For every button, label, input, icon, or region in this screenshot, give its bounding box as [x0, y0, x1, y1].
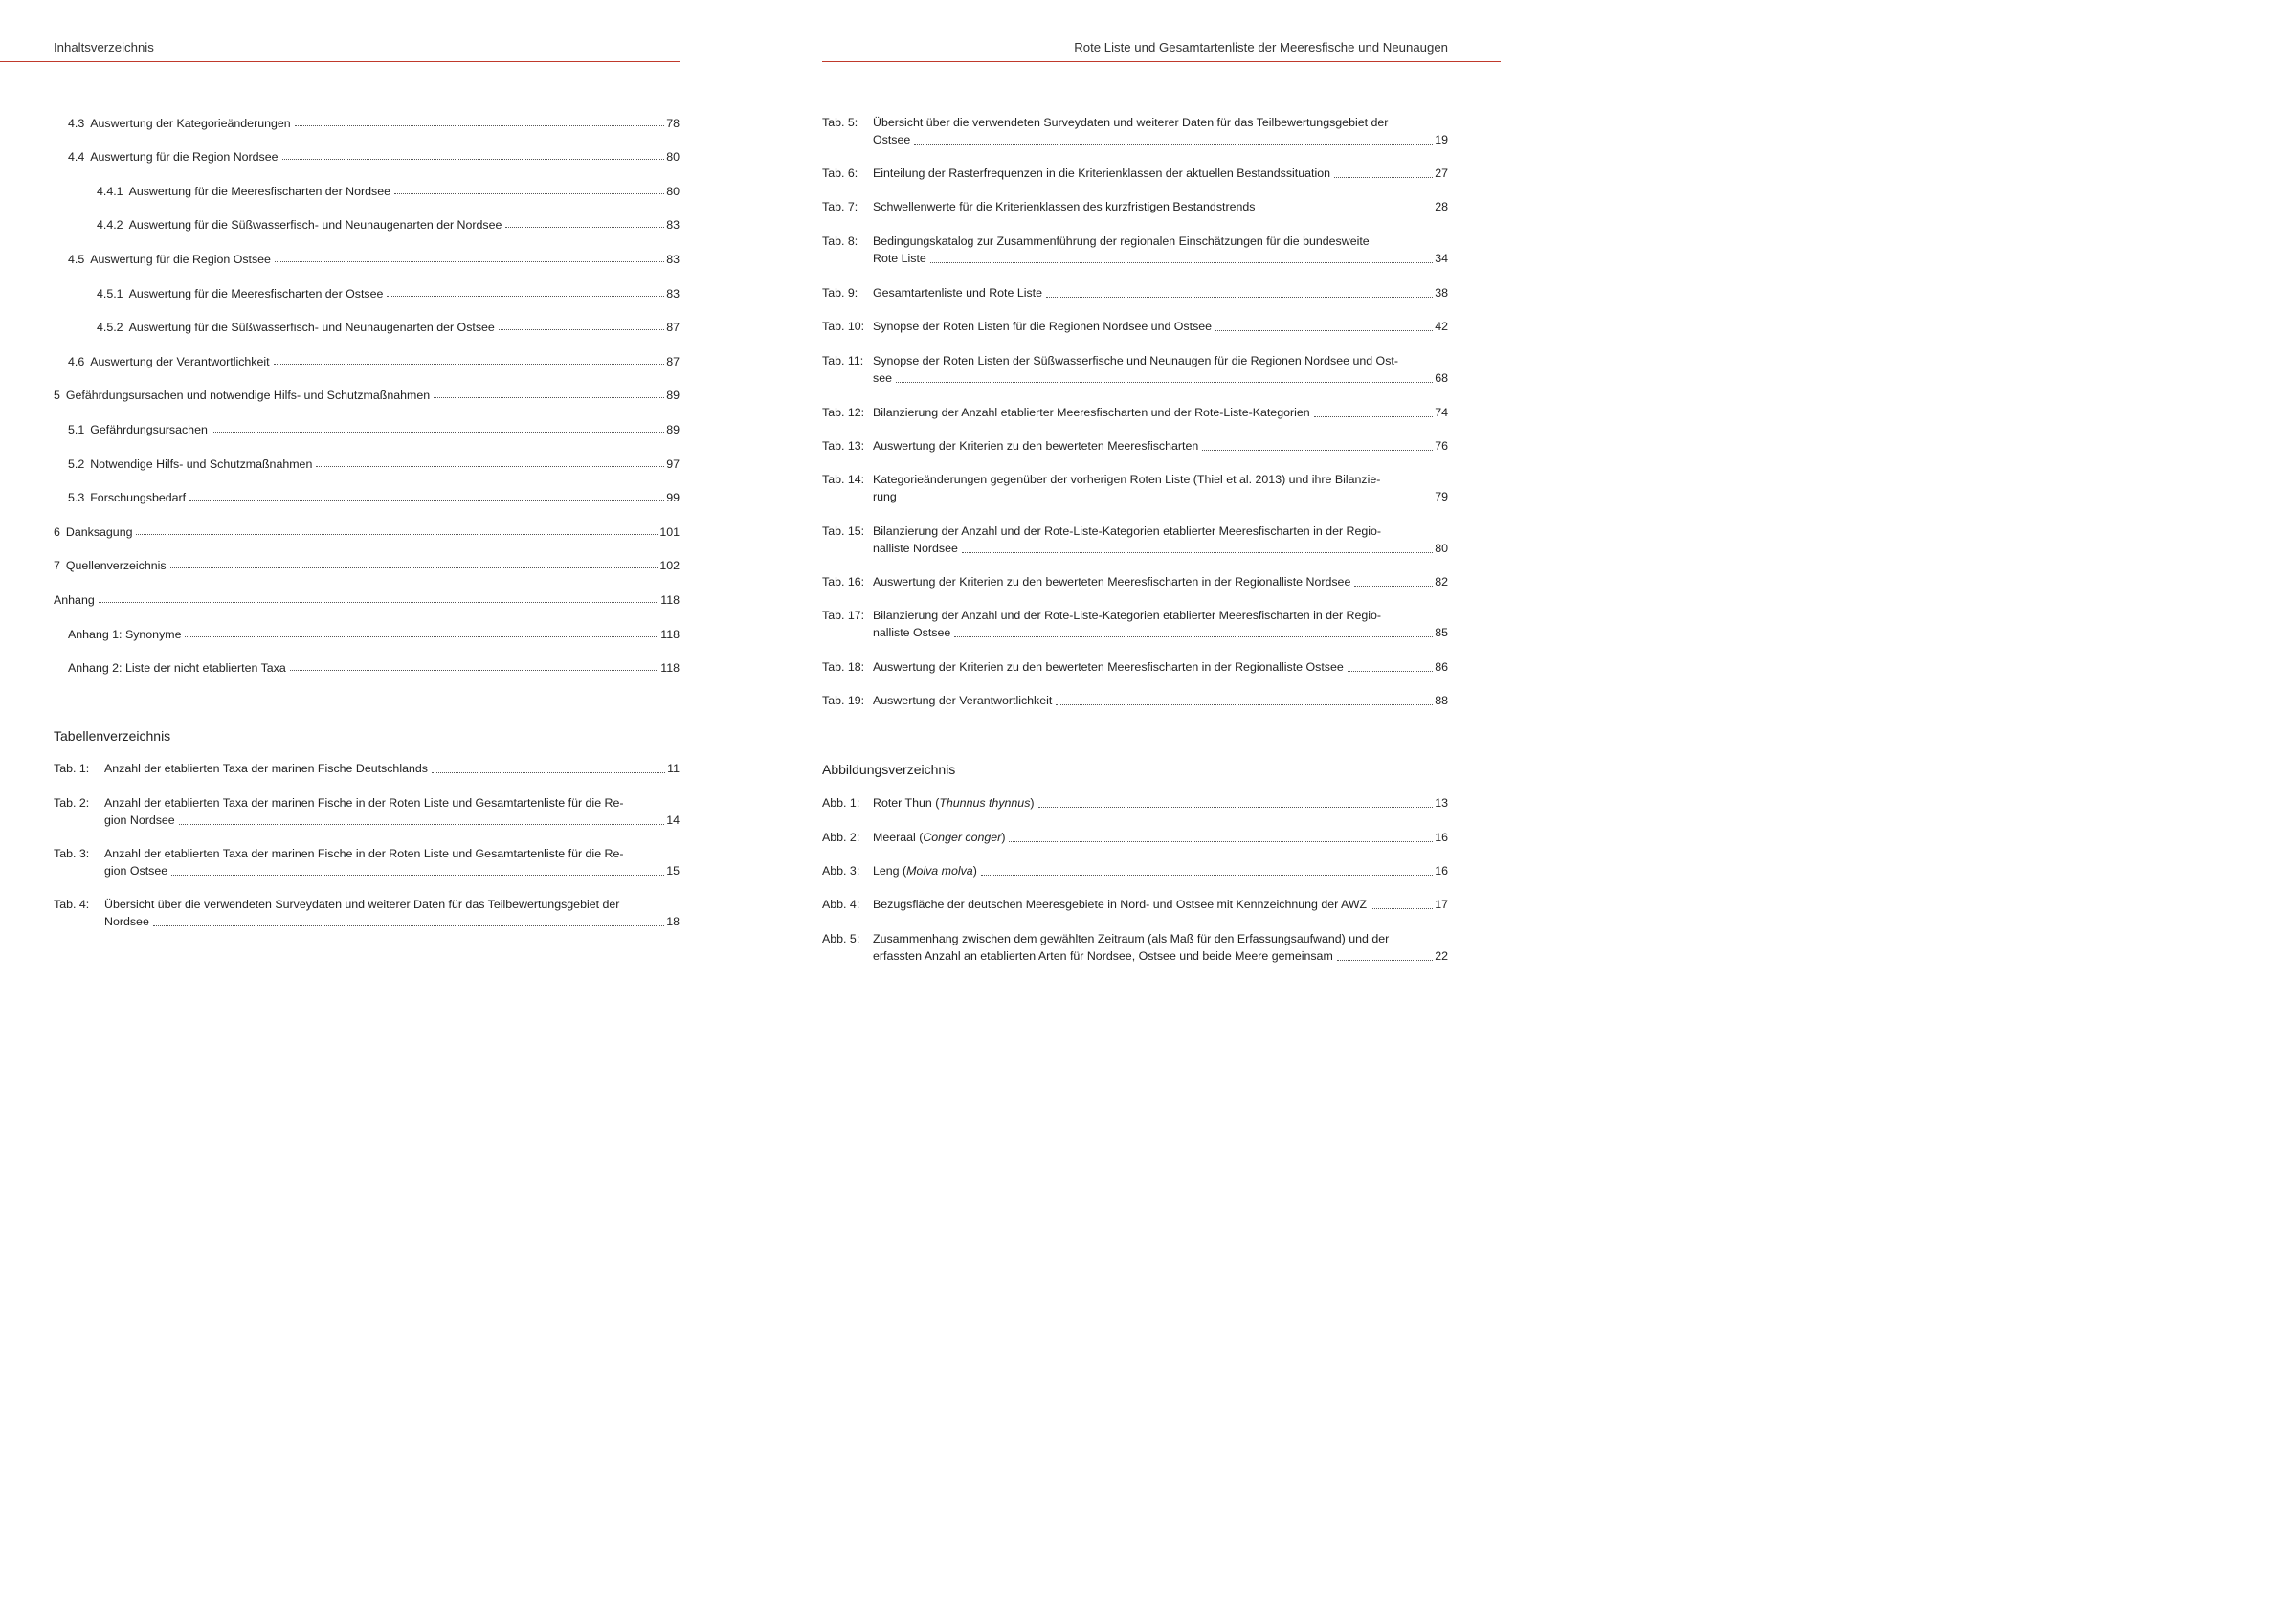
table-label: Tab. 1:	[54, 762, 90, 775]
dot-leader	[212, 432, 664, 433]
figure-label: Abb. 5:	[822, 932, 860, 945]
species-name: Conger conger	[923, 831, 1002, 844]
table-entry	[822, 352, 1448, 387]
table-title	[873, 198, 1448, 215]
toc-entry	[54, 300, 680, 335]
toc-entry-title: Danksagung	[65, 524, 133, 539]
table-title-line: Übersicht über die verwendeten Surveydaten und weiterer Daten für das Teilbewertungsgebiet der	[873, 116, 1389, 129]
dot-leader	[171, 875, 664, 876]
table-title-lastline	[873, 284, 1448, 301]
table-title-text: Bilanzierung der Anzahl etablierter Meeresfischarten und der Rote-Liste-Kategorien	[873, 406, 1310, 419]
figure-label: Abb. 2:	[822, 831, 860, 844]
table-title-text: nalliste Ostsee	[873, 626, 951, 639]
toc-entry-page: 102	[659, 559, 680, 573]
table-title-text: Synopse der Roten Listen für die Regionen Nordsee und Ostsee	[873, 320, 1213, 333]
table-title-lastline	[873, 540, 1448, 557]
dot-leader	[387, 296, 664, 297]
dot-leader	[434, 397, 664, 398]
toc-entry-title: Auswertung für die Süßwasserfisch- und Neunaugenarten der Ostsee	[128, 321, 495, 335]
toc-entry-page: 83	[666, 252, 680, 266]
figure-entry	[822, 829, 1448, 846]
dot-leader	[185, 636, 658, 637]
toc-entry-title: Notwendige Hilfs- und Schutzmaßnahmen	[90, 456, 313, 471]
table-page: 34	[1435, 252, 1448, 265]
table-title	[873, 404, 1448, 421]
toc-entry	[54, 164, 680, 198]
toc-entry-title: Quellenverzeichnis	[65, 559, 167, 573]
toc-entry-page: 83	[666, 286, 680, 300]
figure-entry	[822, 794, 1448, 812]
toc-entry-page: 89	[666, 422, 680, 436]
toc-entry-title: Anhang 1: Synonyme	[68, 627, 182, 641]
table-entry	[822, 114, 1448, 148]
tables-heading: Tabellenverzeichnis	[54, 728, 171, 744]
toc-entry	[54, 607, 680, 641]
table-entry	[54, 896, 680, 930]
figure-page: 16	[1435, 831, 1448, 844]
table-title	[104, 845, 680, 879]
table-label: Tab. 18:	[822, 660, 865, 674]
table-title-line: Anzahl der etablierten Taxa der marinen Fische in der Roten Liste und Gesamtartenliste für die Re-	[104, 847, 624, 860]
toc-entry-number: 4.5.1	[97, 286, 123, 300]
dot-leader	[1348, 671, 1433, 672]
table-page: 80	[1435, 542, 1448, 555]
toc-entry-number: 5.1	[68, 422, 85, 436]
table-title	[873, 607, 1448, 641]
table-label: Tab. 12:	[822, 406, 865, 419]
table-page: 19	[1435, 133, 1448, 146]
table-page: 18	[666, 915, 680, 928]
figure-label: Abb. 4:	[822, 898, 860, 911]
figure-title	[873, 829, 1448, 846]
toc-entry-title: Auswertung für die Region Ostsee	[90, 252, 271, 266]
toc-entry-number: 5	[54, 389, 60, 403]
table-title-text: Gesamtartenliste und Rote Liste	[873, 286, 1043, 300]
table-title-lastline	[873, 658, 1448, 676]
figure-title-pre: Meeraal (	[873, 831, 924, 844]
dot-leader	[1371, 908, 1433, 909]
dot-leader	[1334, 177, 1433, 178]
table-title-text: Auswertung der Kriterien zu den bewerteten Meeresfischarten	[873, 439, 1199, 453]
table-title-lastline	[873, 131, 1448, 148]
figure-page: 16	[1435, 864, 1448, 878]
table-title-lastline	[104, 913, 680, 930]
table-title-text: Auswertung der Kriterien zu den bewerteten Meeresfischarten in der Regionalliste Nordsee	[873, 575, 1351, 589]
table-title-line: Bilanzierung der Anzahl und der Rote-Liste-Kategorien etablierter Meeresfischarten in der Regio-	[873, 524, 1382, 538]
figure-title-text	[873, 794, 1035, 812]
table-title-lastline	[873, 250, 1448, 267]
figures-heading: Abbildungsverzeichnis	[822, 762, 956, 777]
toc-entry	[54, 232, 680, 266]
table-page: 79	[1435, 490, 1448, 503]
dot-leader	[170, 567, 658, 568]
table-label: Tab. 15:	[822, 524, 865, 538]
table-entry	[822, 658, 1448, 676]
table-page: 88	[1435, 694, 1448, 707]
species-name: Thunnus thynnus	[939, 796, 1031, 810]
table-title-text: Anzahl der etablierten Taxa der marinen Fische Deutschlands	[104, 762, 428, 775]
table-page: 68	[1435, 371, 1448, 385]
dot-leader	[153, 925, 664, 926]
toc-entry-title: Gefährdungsursachen	[90, 422, 208, 436]
dot-leader	[1314, 416, 1434, 417]
figure-title	[873, 896, 1448, 913]
table-label: Tab. 2:	[54, 796, 90, 810]
table-title-text: gion Ostsee	[104, 864, 168, 878]
dot-leader	[1046, 297, 1433, 298]
toc-entry-title: Auswertung für die Meeresfischarten der Nordsee	[128, 184, 390, 198]
table-title	[873, 233, 1448, 267]
toc-entry-page: 118	[660, 661, 680, 676]
figure-title-post: )	[1001, 831, 1006, 844]
toc-entry-number: 7	[54, 559, 60, 573]
dot-leader	[275, 261, 664, 262]
table-page: 76	[1435, 439, 1448, 453]
toc-entry-title: Auswertung für die Region Nordsee	[90, 150, 279, 165]
figure-title-text	[873, 947, 1333, 965]
table-label: Tab. 19:	[822, 694, 865, 707]
figure-title-lastline	[873, 896, 1448, 913]
dot-leader	[896, 382, 1433, 383]
table-title	[104, 794, 680, 829]
table-title-text: gion Nordsee	[104, 813, 175, 827]
table-title	[873, 658, 1448, 676]
toc-entry	[54, 266, 680, 300]
dot-leader	[136, 534, 658, 535]
toc-entry	[54, 368, 680, 403]
toc-entry-title: Auswertung der Verantwortlichkeit	[90, 354, 270, 368]
toc-entry-title: Anhang	[54, 592, 95, 607]
toc-entry	[54, 334, 680, 368]
figure-page: 13	[1435, 796, 1448, 810]
table-title-text: Auswertung der Verantwortlichkeit	[873, 694, 1053, 707]
table-label: Tab. 17:	[822, 609, 865, 622]
dot-leader	[499, 329, 664, 330]
dot-leader	[962, 552, 1433, 553]
figure-title-lastline	[873, 829, 1448, 846]
table-title-text: nalliste Nordsee	[873, 542, 958, 555]
table-page: 42	[1435, 320, 1448, 333]
figure-title-text	[873, 829, 1005, 846]
dot-leader	[274, 364, 665, 365]
table-page: 86	[1435, 660, 1448, 674]
table-title	[873, 573, 1448, 590]
table-entry	[822, 284, 1448, 301]
figure-title	[873, 930, 1448, 965]
table-label: Tab. 5:	[822, 116, 858, 129]
table-title	[104, 896, 680, 930]
toc-entry-number: 5.2	[68, 456, 85, 471]
toc-entry-number: 4.3	[68, 116, 85, 130]
dot-leader	[1056, 704, 1433, 705]
toc-entry-title: Gefährdungsursachen und notwendige Hilfs- und Schutzmaßnahmen	[65, 389, 431, 403]
toc-entry	[54, 471, 680, 505]
figure-entry	[822, 930, 1448, 965]
toc-entry	[54, 402, 680, 436]
toc-entry-title: Auswertung für die Meeresfischarten der Ostsee	[128, 286, 384, 300]
toc-entry-page: 78	[666, 116, 680, 130]
dot-leader	[290, 670, 658, 671]
dot-leader	[1354, 586, 1433, 587]
table-page: 28	[1435, 200, 1448, 213]
table-title-lastline	[873, 488, 1448, 505]
figure-title-text	[873, 862, 977, 879]
table-title-line: Bedingungskatalog zur Zusammenführung der regionalen Einschätzungen für die bundesweite	[873, 234, 1370, 248]
table-title-text: Nordsee	[104, 915, 149, 928]
dot-leader	[930, 262, 1433, 263]
figure-title-lastline	[873, 794, 1448, 812]
dot-leader	[189, 500, 664, 501]
table-title-lastline	[104, 862, 680, 879]
toc-entry-number: 4.5	[68, 252, 85, 266]
toc-entry-page: 89	[666, 389, 680, 403]
table-title	[873, 318, 1448, 335]
dot-leader	[954, 636, 1433, 637]
table-entry	[822, 692, 1448, 709]
table-entry	[822, 573, 1448, 590]
dot-leader	[282, 159, 665, 160]
table-title-lastline	[104, 812, 680, 829]
figure-title	[873, 794, 1448, 812]
dot-leader	[1009, 841, 1433, 842]
toc-entry-number: 5.3	[68, 491, 85, 505]
table-label: Tab. 3:	[54, 847, 90, 860]
figure-title-text	[873, 896, 1367, 913]
table-title	[873, 165, 1448, 182]
figure-entry	[822, 896, 1448, 913]
table-label: Tab. 10:	[822, 320, 865, 333]
toc-entry	[54, 641, 680, 676]
toc-entry-number: 6	[54, 524, 60, 539]
table-title-lastline	[873, 437, 1448, 455]
dot-leader	[1337, 960, 1433, 961]
toc-entry-number: 4.4.1	[97, 184, 123, 198]
table-title-lastline	[873, 692, 1448, 709]
figure-page: 22	[1435, 949, 1448, 963]
dot-leader	[179, 824, 665, 825]
table-page: 38	[1435, 286, 1448, 300]
toc-entry-page: 118	[660, 592, 680, 607]
left-page	[54, 0, 680, 1061]
table-title-lastline	[873, 165, 1448, 182]
toc-entry-page: 118	[660, 627, 680, 641]
running-head-left: Inhaltsverzeichnis	[54, 40, 154, 55]
dot-leader	[1215, 330, 1433, 331]
table-entry	[822, 165, 1448, 182]
table-entry	[822, 471, 1448, 505]
toc-entry	[54, 539, 680, 573]
toc-entry-number: 4.4.2	[97, 218, 123, 233]
header-rule-left	[0, 61, 680, 62]
figure-title-pre: Roter Thun (	[873, 796, 940, 810]
table-title-lastline	[873, 198, 1448, 215]
table-label: Tab. 7:	[822, 200, 858, 213]
table-title	[873, 114, 1448, 148]
table-page: 27	[1435, 167, 1448, 180]
table-entry	[822, 607, 1448, 641]
table-entry	[822, 523, 1448, 557]
table-label: Tab. 11:	[822, 354, 864, 367]
table-label: Tab. 6:	[822, 167, 858, 180]
dot-leader	[505, 227, 664, 228]
figure-title-pre: erfassten Anzahl an etablierten Arten für Nordsee, Ostsee und beide Meere gemeinsam	[873, 949, 1333, 963]
figure-title-pre: Bezugsfläche der deutschen Meeresgebiete in Nord- und Ostsee mit Kennzeichnung der AWZ	[873, 898, 1368, 911]
table-title	[873, 523, 1448, 557]
table-entry	[822, 437, 1448, 455]
toc-entry-title: Auswertung für die Süßwasserfisch- und Neunaugenarten der Nordsee	[128, 218, 502, 233]
figure-page: 17	[1435, 898, 1448, 911]
table-title-text: Ostsee	[873, 133, 911, 146]
toc-entry-page: 83	[666, 218, 680, 233]
toc-entry-page: 97	[666, 456, 680, 471]
table-title-lastline	[873, 369, 1448, 387]
table-entry	[822, 318, 1448, 335]
dot-leader	[394, 193, 664, 194]
table-entry	[822, 404, 1448, 421]
table-entry	[54, 794, 680, 829]
toc-entry-number: 4.4	[68, 150, 85, 165]
table-title	[873, 352, 1448, 387]
table-title-text: Auswertung der Kriterien zu den bewerteten Meeresfischarten in der Regionalliste Ostsee	[873, 660, 1344, 674]
toc-entry	[54, 198, 680, 233]
figure-title-line: Zusammenhang zwischen dem gewählten Zeitraum (als Maß für den Erfassungsaufwand) und der	[873, 932, 1390, 945]
toc-entry	[54, 572, 680, 607]
table-label: Tab. 13:	[822, 439, 865, 453]
table-entry	[54, 760, 680, 777]
table-title-lastline	[873, 573, 1448, 590]
table-of-contents	[54, 96, 680, 675]
toc-entry-number: 4.5.2	[97, 321, 123, 335]
table-title-line: Bilanzierung der Anzahl und der Rote-Liste-Kategorien etablierter Meeresfischarten in der Regio-	[873, 609, 1382, 622]
running-head-right: Rote Liste und Gesamtartenliste der Meeresfische und Neunaugen	[1074, 40, 1448, 55]
table-entry	[54, 845, 680, 879]
dot-leader	[295, 125, 665, 126]
toc-entry-page: 87	[666, 354, 680, 368]
table-title	[104, 760, 680, 777]
toc-entry-page: 80	[666, 150, 680, 165]
toc-entry-page: 99	[666, 491, 680, 505]
figure-title-pre: Leng (	[873, 864, 907, 878]
species-name: Molva molva	[906, 864, 973, 878]
table-title-line: Übersicht über die verwendeten Surveydaten und weiterer Daten für das Teilbewertungsgebiet der	[104, 898, 620, 911]
table-title-lastline	[104, 760, 680, 777]
figure-label: Abb. 1:	[822, 796, 860, 810]
table-title-text: rung	[873, 490, 897, 503]
table-title-text: Einteilung der Rasterfrequenzen in die Kriterienklassen der aktuellen Bestandssituation	[873, 167, 1331, 180]
table-label: Tab. 14:	[822, 473, 865, 486]
table-page: 11	[667, 762, 680, 775]
figure-title-lastline	[873, 862, 1448, 879]
figure-label: Abb. 3:	[822, 864, 860, 878]
figure-entry	[822, 862, 1448, 879]
table-title	[873, 471, 1448, 505]
toc-entry	[54, 504, 680, 539]
figure-title	[873, 862, 1448, 879]
table-title-line: Anzahl der etablierten Taxa der marinen Fische in der Roten Liste und Gesamtartenliste für die Re-	[104, 796, 624, 810]
header-rule-right	[822, 61, 1501, 62]
table-title-text: see	[873, 371, 892, 385]
table-title-line: Kategorieänderungen gegenüber der vorherigen Roten Liste (Thiel et al. 2013) und ihre Bilanzie-	[873, 473, 1381, 486]
table-page: 15	[666, 864, 680, 878]
toc-entry-page: 80	[666, 184, 680, 198]
table-label: Tab. 9:	[822, 286, 858, 300]
table-title	[873, 284, 1448, 301]
table-title-text: Schwellenwerte für die Kriterienklassen des kurzfristigen Bestandstrends	[873, 200, 1256, 213]
figure-title-lastline	[873, 947, 1448, 965]
table-title-text: Rote Liste	[873, 252, 926, 265]
dot-leader	[316, 466, 664, 467]
dot-leader	[981, 875, 1433, 876]
dot-leader	[914, 144, 1433, 145]
toc-entry-page: 101	[659, 524, 680, 539]
table-title-line: Synopse der Roten Listen der Süßwasserfische und Neunaugen für die Regionen Nordsee und Ost-	[873, 354, 1398, 367]
toc-entry-title: Anhang 2: Liste der nicht etablierten Taxa	[68, 661, 286, 676]
figure-title-post: )	[972, 864, 977, 878]
toc-entry-number: 4.6	[68, 354, 85, 368]
table-title-lastline	[873, 318, 1448, 335]
dot-leader	[1202, 450, 1433, 451]
dot-leader	[432, 772, 665, 773]
table-page: 14	[666, 813, 680, 827]
figure-title-post: )	[1030, 796, 1035, 810]
table-title	[873, 437, 1448, 455]
dot-leader	[99, 602, 659, 603]
table-title-lastline	[873, 404, 1448, 421]
dot-leader	[1038, 807, 1434, 808]
table-page: 85	[1435, 626, 1448, 639]
toc-entry-title: Forschungsbedarf	[90, 491, 187, 505]
table-title	[873, 692, 1448, 709]
table-entry	[822, 233, 1448, 267]
table-title-lastline	[873, 624, 1448, 641]
toc-entry-page: 87	[666, 321, 680, 335]
table-page: 74	[1435, 406, 1448, 419]
table-page: 82	[1435, 575, 1448, 589]
toc-entry-title: Auswertung der Kategorieänderungen	[90, 116, 291, 130]
table-label: Tab. 8:	[822, 234, 858, 248]
toc-entry	[54, 96, 680, 130]
table-label: Tab. 4:	[54, 898, 90, 911]
toc-entry	[54, 436, 680, 471]
table-label: Tab. 16:	[822, 575, 865, 589]
table-entry	[822, 198, 1448, 215]
right-page	[822, 0, 1448, 1061]
toc-entry	[54, 130, 680, 165]
